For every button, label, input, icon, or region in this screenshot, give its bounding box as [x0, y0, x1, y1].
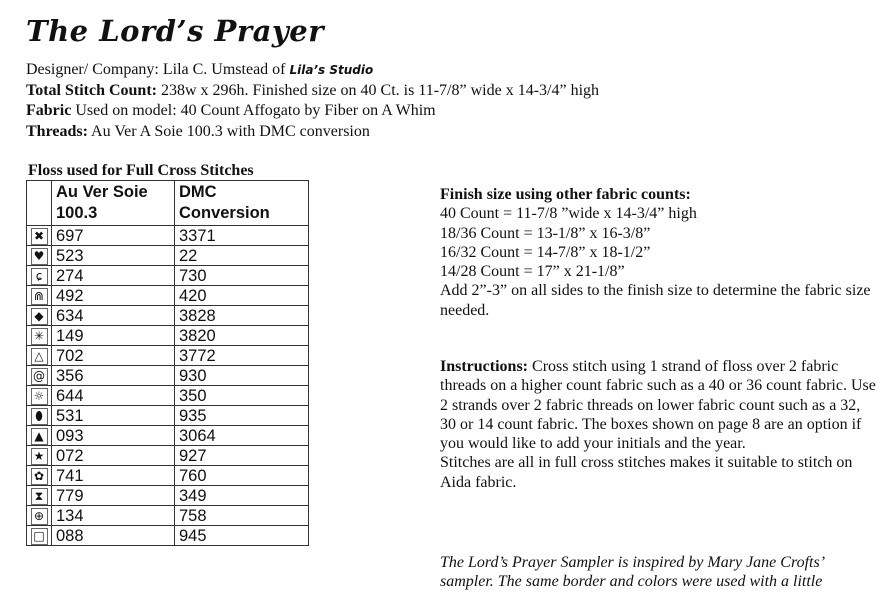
stitch-count-line [26, 81, 599, 102]
finish-line: Add 2”-3” on all sides to the finish size to determine the fabric size needed. [440, 282, 871, 319]
stitch-value: 238w x 296h. Finished size on 40 Ct. is 11-7/8” wide x 14-3/4” high [156, 81, 600, 99]
table-row [27, 266, 309, 286]
dmc-cell: 930 [175, 366, 309, 386]
auver-cell: 072 [52, 446, 175, 466]
threads-line [26, 122, 599, 143]
instructions-label: Instructions: [440, 358, 529, 375]
symbol-cell [27, 266, 52, 286]
auver-cell: 741 [52, 466, 175, 486]
spiral-icon: ɕ [31, 268, 48, 285]
table-row [27, 426, 309, 446]
studio-logo: Lila’s Studio [289, 63, 374, 77]
threads-label: Threads: [26, 122, 88, 140]
triangle-outline-icon: △ [31, 348, 48, 365]
finish-heading: Finish size using other fabric counts: [440, 186, 691, 203]
auver-cell: 697 [52, 226, 175, 246]
auver-cell: 356 [52, 366, 175, 386]
dmc-cell: 350 [175, 386, 309, 406]
table-row [27, 486, 309, 506]
symbol-cell [27, 306, 52, 326]
auver-cell: 702 [52, 346, 175, 366]
header-auver: Au Ver Soie 100.3 [52, 181, 175, 226]
table-row [27, 366, 309, 386]
sun-icon: ☼ [31, 388, 48, 405]
instructions-text: Cross stitch using 1 strand of floss over 2 fabric threads on a higher count fabric such as a 40 or 36 count fabric. Use 2 strands over 2 fabric threads on lower fabric count such as a 32, 30 or 14 count fabric. The boxes shown on page 8 are an option if you would like to add your initials and the year. [440, 358, 876, 453]
heart-icon: ♥ [31, 248, 48, 265]
symbol-cell [27, 386, 52, 406]
flower-icon: ✿ [31, 468, 48, 485]
auver-cell: 634 [52, 306, 175, 326]
auver-cell: 149 [52, 326, 175, 346]
auver-cell: 492 [52, 286, 175, 306]
symbol-cell [27, 346, 52, 366]
circle-plus-icon: ⊕ [31, 508, 48, 525]
dmc-cell: 420 [175, 286, 309, 306]
auver-cell: 274 [52, 266, 175, 286]
symbol-cell [27, 406, 52, 426]
instructions-paragraph [440, 357, 880, 453]
fabric-value: Used on model: 40 Count Affogato by Fiber on A Whim [71, 102, 436, 119]
symbol-cell [27, 506, 52, 526]
finish-line: 14/28 Count = 17” x 21-1/8” [440, 263, 625, 281]
auver-cell: 644 [52, 386, 175, 406]
dmc-cell: 927 [175, 446, 309, 466]
pill-icon: ⬮ [31, 408, 48, 425]
triangle-filled-icon: ▲ [31, 428, 48, 445]
dmc-cell: 3772 [175, 346, 309, 366]
table-row [27, 406, 309, 426]
page-title: The Lord’s Prayer [26, 14, 324, 48]
dmc-cell: 3820 [175, 326, 309, 346]
square-icon: □ [31, 528, 48, 545]
auver-cell: 134 [52, 506, 175, 526]
x-icon: ✖ [31, 228, 48, 245]
dmc-cell: 935 [175, 406, 309, 426]
symbol-cell [27, 466, 52, 486]
symbol-cell [27, 366, 52, 386]
dmc-cell: 22 [175, 246, 309, 266]
table-row [27, 446, 309, 466]
table-row [27, 246, 309, 266]
table-header [27, 181, 309, 226]
dmc-cell: 349 [175, 486, 309, 506]
table-row [27, 506, 309, 526]
symbol-cell [27, 446, 52, 466]
header-dmc: DMC Conversion [175, 181, 309, 226]
finish-line: 16/32 Count = 14-7/8” x 18-1/2” [440, 243, 651, 261]
dmc-cell: 3828 [175, 306, 309, 326]
designer-text: Designer/ Company: Lila C. Umstead of [26, 61, 290, 78]
symbol-cell [27, 486, 52, 506]
header-symbol [27, 181, 52, 226]
table-row [27, 326, 309, 346]
symbol-cell [27, 326, 52, 346]
symbol-cell [27, 426, 52, 446]
auver-cell: 088 [52, 526, 175, 546]
star-icon: ★ [31, 448, 48, 465]
dmc-cell: 730 [175, 266, 309, 286]
designer-line [26, 60, 599, 81]
threads-value: Au Ver A Soie 100.3 with DMC conversion [87, 122, 370, 140]
dmc-cell: 758 [175, 506, 309, 526]
pattern-info [26, 60, 599, 142]
fabric-label: Fabric [26, 102, 72, 119]
auver-cell: 779 [52, 486, 175, 506]
fabric-line [26, 101, 599, 122]
auver-cell: 093 [52, 426, 175, 446]
finish-line: 18/36 Count = 13-1/8” x 16-3/8” [440, 224, 651, 242]
finish-section [440, 185, 880, 320]
finish-line: 40 Count = 11-7/8 ”wide x 14-3/4” high [440, 205, 697, 223]
dmc-cell: 945 [175, 526, 309, 546]
inspiration-note: The Lord’s Prayer Sampler is inspired by Mary Jane Crofts’ sampler. The same border and colors were used with a little [440, 554, 824, 591]
floss-caption: Floss used for Full Cross Stitches [28, 162, 254, 179]
arch-icon: ⋒ [31, 288, 48, 305]
instructions-section [440, 357, 880, 492]
table-row [27, 226, 309, 246]
instructions-note: Stitches are all in full cross stitches makes it suitable to stitch on Aida fabric. [440, 454, 853, 491]
swirl-icon: @ [31, 368, 48, 385]
table-row [27, 286, 309, 306]
table-row [27, 306, 309, 326]
table-row [27, 526, 309, 546]
asterisk-icon: ✳ [31, 328, 48, 345]
stitch-label: Total Stitch Count: [26, 81, 157, 99]
auver-cell: 531 [52, 406, 175, 426]
floss-table [26, 180, 309, 546]
auver-cell: 523 [52, 246, 175, 266]
symbol-cell [27, 286, 52, 306]
table-row [27, 386, 309, 406]
symbol-cell [27, 246, 52, 266]
hourglass-icon: ⧗ [31, 488, 48, 505]
diamond-icon: ◆ [31, 308, 48, 325]
symbol-cell [27, 526, 52, 546]
table-row [27, 466, 309, 486]
symbol-cell [27, 226, 52, 246]
dmc-cell: 3371 [175, 226, 309, 246]
dmc-cell: 3064 [175, 426, 309, 446]
table-row [27, 346, 309, 366]
dmc-cell: 760 [175, 466, 309, 486]
